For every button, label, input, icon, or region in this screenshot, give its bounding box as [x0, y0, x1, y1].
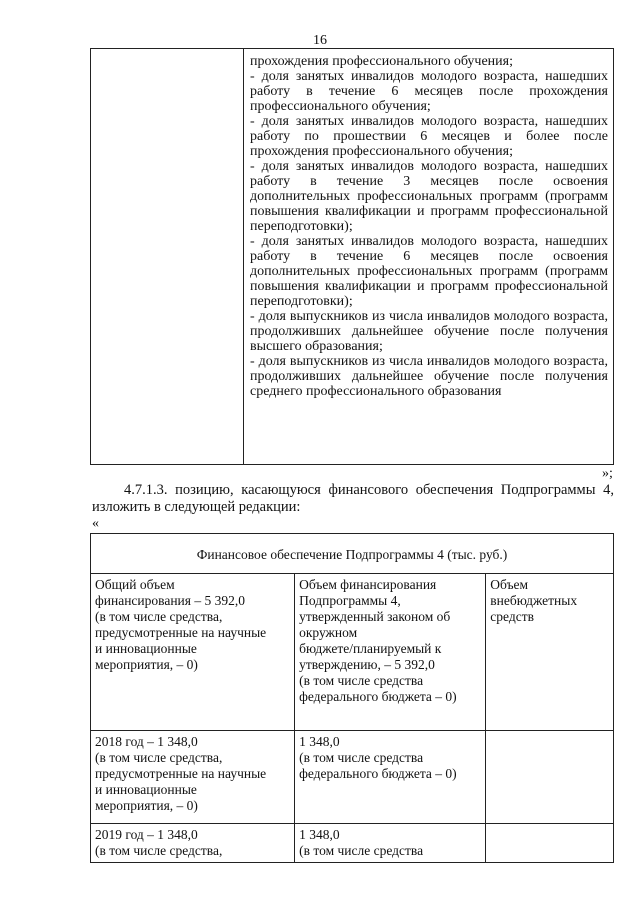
year-2019-budget-cell: 1 348,0 (в том числе средства [295, 824, 486, 863]
page-number: 16 [313, 33, 327, 48]
finance-table-title: Финансовое обеспечение Подпрограммы 4 (тыс. руб.) [91, 534, 614, 574]
indicator-item: - доля занятых инвалидов молодого возраста, нашедших работу по прошествии 6 месяцев и более после прохождения профессионального обучения; [250, 114, 608, 159]
year-2019-extrabudget-cell [486, 824, 614, 863]
indicator-item: - доля выпускников из числа инвалидов молодого возраста, продолживших дальнейшее обучение после получения среднего профессионального образования [250, 354, 608, 399]
closing-quote: »; [602, 466, 613, 481]
indicator-item: - доля занятых инвалидов молодого возраста, нашедших работу в течение 6 месяцев после прохождения профессионального обучения; [250, 69, 608, 114]
indicators-table-right-cell [244, 49, 614, 465]
finance-table [90, 533, 614, 863]
open-quote: « [92, 516, 99, 531]
indicator-item: прохождения профессионального обучения; [250, 54, 513, 69]
amendment-paragraph: 4.7.1.3. позицию, касающуюся финансового обеспечения Подпрограммы 4, изложить в следующей редакции: [92, 482, 614, 515]
table-row [91, 574, 614, 731]
year-2018-extrabudget-cell [486, 731, 614, 824]
year-2018-budget-cell: 1 348,0 (в том числе средства федерального бюджета – 0) [295, 731, 486, 824]
indicators-table [90, 48, 614, 465]
indicator-item: - доля выпускников из числа инвалидов молодого возраста, продолживших дальнейшее обучение после получения высшего образования; [250, 309, 608, 354]
indicator-item: - доля занятых инвалидов молодого возраста, нашедших работу в течение 6 месяцев после освоения дополнительных профессиональных программ (программ повышения квалификации и программ профессиональной переподготовки); [250, 234, 608, 309]
year-2018-total-cell: 2018 год – 1 348,0 (в том числе средства, предусмотренные на научные и инновационные мероприятия, – 0) [91, 731, 295, 824]
year-2019-total-cell: 2019 год – 1 348,0 (в том числе средства, [91, 824, 295, 863]
table-row [91, 824, 614, 863]
indicators-table-left-cell [91, 49, 244, 465]
table-row [91, 731, 614, 824]
extrabudget-funding-cell: Объем внебюджетных средств [486, 574, 614, 731]
indicator-item: - доля занятых инвалидов молодого возраста, нашедших работу в течение 3 месяцев после освоения дополнительных профессиональных программ (программ повышения квалификации и программ профессиональной переподготовки); [250, 159, 608, 234]
total-funding-cell: Общий объем финансирования – 5 392,0 (в том числе средства, предусмотренные на научные и инновационные мероприятия, – 0) [91, 574, 295, 731]
budget-funding-cell: Объем финансирования Подпрограммы 4, утвержденный законом об окружном бюджете/планируемый к утверждению, – 5 392,0 (в том числе средства федерального бюджета – 0) [295, 574, 486, 731]
